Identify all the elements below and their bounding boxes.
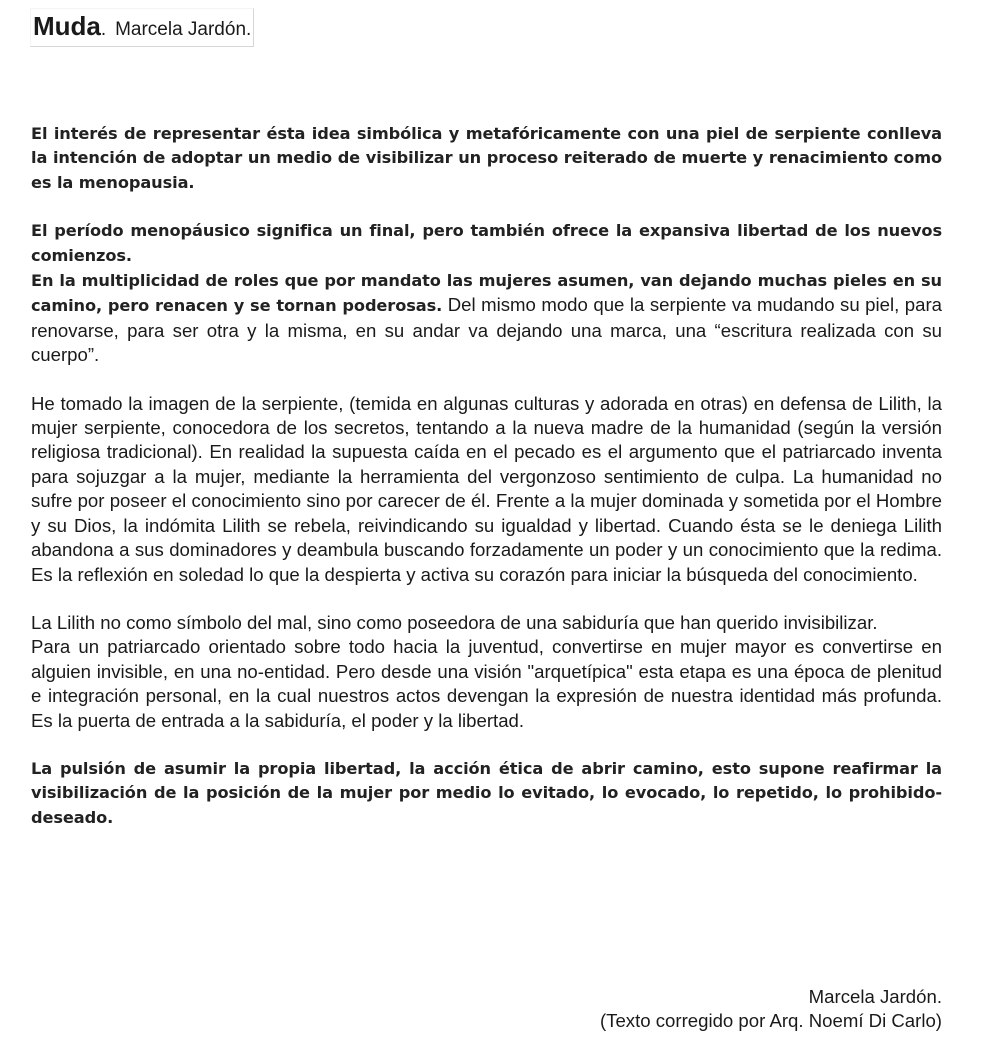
- document-body: [31, 122, 942, 830]
- signature-name: Marcela Jardón.: [808, 986, 942, 1007]
- signature-credit: (Texto corregido por Arq. Noemí Di Carlo): [599, 1010, 942, 1032]
- paragraph-spacer: [31, 733, 942, 757]
- document-author: Marcela Jardón.: [115, 19, 252, 40]
- paragraph-roles: [31, 268, 942, 368]
- paragraph-lilith-symbol: La Lilith no como símbolo del mal, sino como poseedora de una sabiduría que han querido invisibilizar.: [31, 611, 878, 633]
- paragraph-conclusion: La pulsión de asumir la propia libertad, la acción ética de abrir camino, esto supone reafirmar la visibilización de la posición de la mujer por medio lo evitado, lo evocado, lo repetido, lo prohibido-deseado.: [31, 758, 942, 827]
- paragraph-spacer: [31, 195, 942, 219]
- title-separator: .: [100, 19, 107, 40]
- document-title: Muda: [33, 11, 101, 41]
- paragraph-spacer: [31, 587, 942, 611]
- paragraph-roles-bold: En la multiplicidad de roles que por mandato las mujeres asumen, van dejando muchas pieles en su camino, pero renacen y se tornan poderosas.: [31, 271, 942, 316]
- document-header: [30, 8, 254, 47]
- paragraph-spacer: [31, 368, 942, 392]
- paragraph-lilith: He tomado la imagen de la serpiente, (temida en algunas culturas y adorada en otras) en defensa de Lilith, la mujer serpiente, conocedora de los secretos, tentando a la nueva madre de la humanidad (según la versión religiosa tradicional). En realidad la supuesta caída en el pecado es el argumento que el patriarcado inventa para sojuzgar a la mujer, mediante la herramienta del vergonzoso sentimiento de culpa. La humanidad no sufre por poseer el conocimiento sino por carecer de él. Frente a la mujer dominada y sometida por el Hombre y su Dios, la indómita Lilith se rebela, reivindicando su igualdad y libertad. Cuando ésta se le deniega Lilith abandona a sus dominadores y deambula buscando forzadamente un poder y un conocimiento que la redima. Es la reflexión en soledad lo que la despierta y activa su corazón para iniciar la búsqueda del conocimiento.: [31, 392, 942, 585]
- paragraph-roles-regular: Del mismo modo que la serpiente va mudando su piel, para renovarse, para ser otra y la misma, en su andar va dejando una marca, una “escritura realizada con su cuerpo”.: [31, 294, 943, 366]
- paragraph-patriarchy: Para un patriarcado orientado sobre todo hacia la juventud, convertirse en mujer mayor es convertirse en alguien invisible, en una no-entidad. Pero desde una visión "arquetípica" esta etapa es una época de plenitud e integración personal, en la cual nuestros actos devengan la expresión de nuestra identidad más profunda. Es la puerta de entrada a la sabiduría, el poder y la libertad.: [31, 636, 942, 731]
- paragraph-menopause: El período menopáusico significa un final, pero también ofrece la expansiva libertad de los nuevos comienzos.: [31, 221, 942, 265]
- signature-block: [600, 985, 942, 1034]
- paragraph-intro: El interés de representar ésta idea simbólica y metafóricamente con una piel de serpiente conlleva la intención de adoptar un medio de visibilizar un proceso reiterado de muerte y renacimiento como es la menopausia.: [31, 124, 942, 192]
